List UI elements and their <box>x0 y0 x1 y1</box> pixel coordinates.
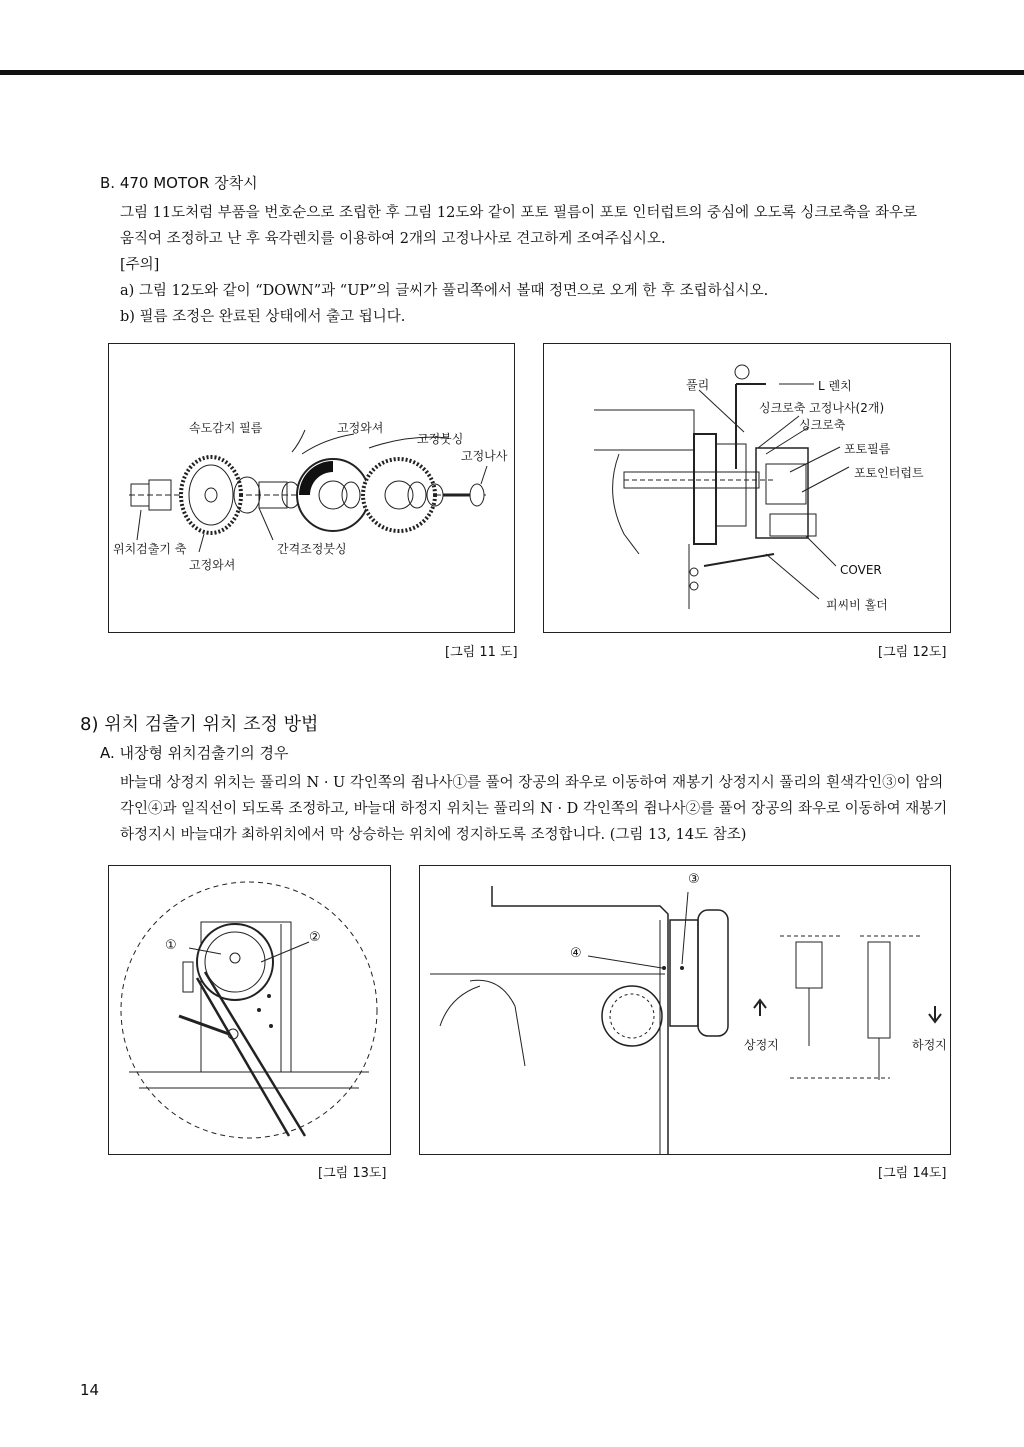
section-b-line: [주의] <box>120 257 160 273</box>
label-pcb-holder: 피씨비 홀더 <box>826 598 888 612</box>
figure-12-drawing <box>544 344 950 632</box>
section-8-line: 하정지시 바늘대가 최하위치에서 막 상승하는 위치에 정지하도록 조정합니다. (그림 13, 14도 참조) <box>120 827 747 843</box>
section-b-title: B. 470 MOTOR 장착시 <box>100 174 258 192</box>
label-photo-film: 포토필름 <box>844 442 891 456</box>
label-l-wrench: L 렌치 <box>818 379 852 393</box>
figure-13-drawing <box>109 866 390 1154</box>
figure-12-caption: [그림 12도] <box>878 645 947 660</box>
figure-13 <box>108 865 391 1155</box>
label-sync-screw: 싱크로축 고정나사(2개) <box>759 401 885 415</box>
mark-3: ③ <box>688 872 700 887</box>
label-gap-bushing: 간격조정붓싱 <box>277 542 347 556</box>
figure-14-drawing <box>420 866 950 1154</box>
figure-12 <box>543 343 951 633</box>
figure-14-caption: [그림 14도] <box>878 1166 947 1181</box>
section-b-line: a) 그림 12도와 같이 “DOWN”과 “UP”의 글씨가 풀리쪽에서 볼때 정면으로 오게 한 후 조립하십시오. <box>120 283 769 299</box>
mark-1: ① <box>165 938 177 953</box>
section-b-body <box>120 200 960 330</box>
label-fix-screw: 고정나사 <box>461 449 508 463</box>
figure-13-caption: [그림 13도] <box>318 1166 387 1181</box>
label-fix-washer: 고정와셔 <box>337 421 384 435</box>
header-rule <box>0 70 1024 75</box>
label-detector-shaft: 위치검출기 축 <box>113 542 187 556</box>
section-8-line: 각인④과 일직선이 되도록 조정하고, 바늘대 하정지 위치는 풀리의 N · D 각인쪽의 쥠나사②를 풀어 장공의 좌우로 이동하여 재봉기 <box>120 801 948 817</box>
figure-11 <box>108 343 515 633</box>
section-b-line: 그림 11도처럼 부품을 번호순으로 조립한 후 그림 12도와 같이 포토 필름이 포토 인터럽트의 중심에 오도록 싱크로축을 좌우로 <box>120 205 917 221</box>
section-8-line: 바늘대 상정지 위치는 풀리의 N · U 각인쪽의 쥠나사①를 풀어 장공의 좌우로 이동하여 재봉기 상정지시 풀리의 흰색각인③이 암의 <box>120 775 944 791</box>
label-fix-bushing: 고정붓싱 <box>417 432 464 446</box>
mark-4: ④ <box>570 946 582 961</box>
figure-14 <box>419 865 951 1155</box>
label-sync-shaft: 싱크로축 <box>799 418 846 432</box>
label-down-stop: 하정지 <box>912 1038 947 1052</box>
figure-11-drawing <box>109 344 514 632</box>
label-speed-film: 속도감지 필름 <box>189 421 263 435</box>
label-cover: COVER <box>840 563 882 577</box>
label-pulley: 풀리 <box>686 378 710 392</box>
section-b-line: b) 필름 조정은 완료된 상태에서 출고 됩니다. <box>120 309 406 325</box>
section-8-title: 8) 위치 검출기 위치 조정 방법 <box>80 714 319 735</box>
label-up-stop: 상정지 <box>744 1038 779 1052</box>
figure-11-caption: [그림 11 도] <box>445 645 518 660</box>
label-photo-interrupt: 포토인터럽트 <box>854 466 924 480</box>
section-8-body <box>120 770 960 848</box>
label-fix-washer-2: 고정와셔 <box>189 558 236 572</box>
section-8a-title: A. 내장형 위치검출기의 경우 <box>100 744 289 762</box>
section-b-line: 움직여 조정하고 난 후 육각렌치를 이용하여 2개의 고정나사로 견고하게 조여주십시오. <box>120 231 666 247</box>
page-number: 14 <box>80 1381 100 1399</box>
mark-2: ② <box>309 930 321 945</box>
